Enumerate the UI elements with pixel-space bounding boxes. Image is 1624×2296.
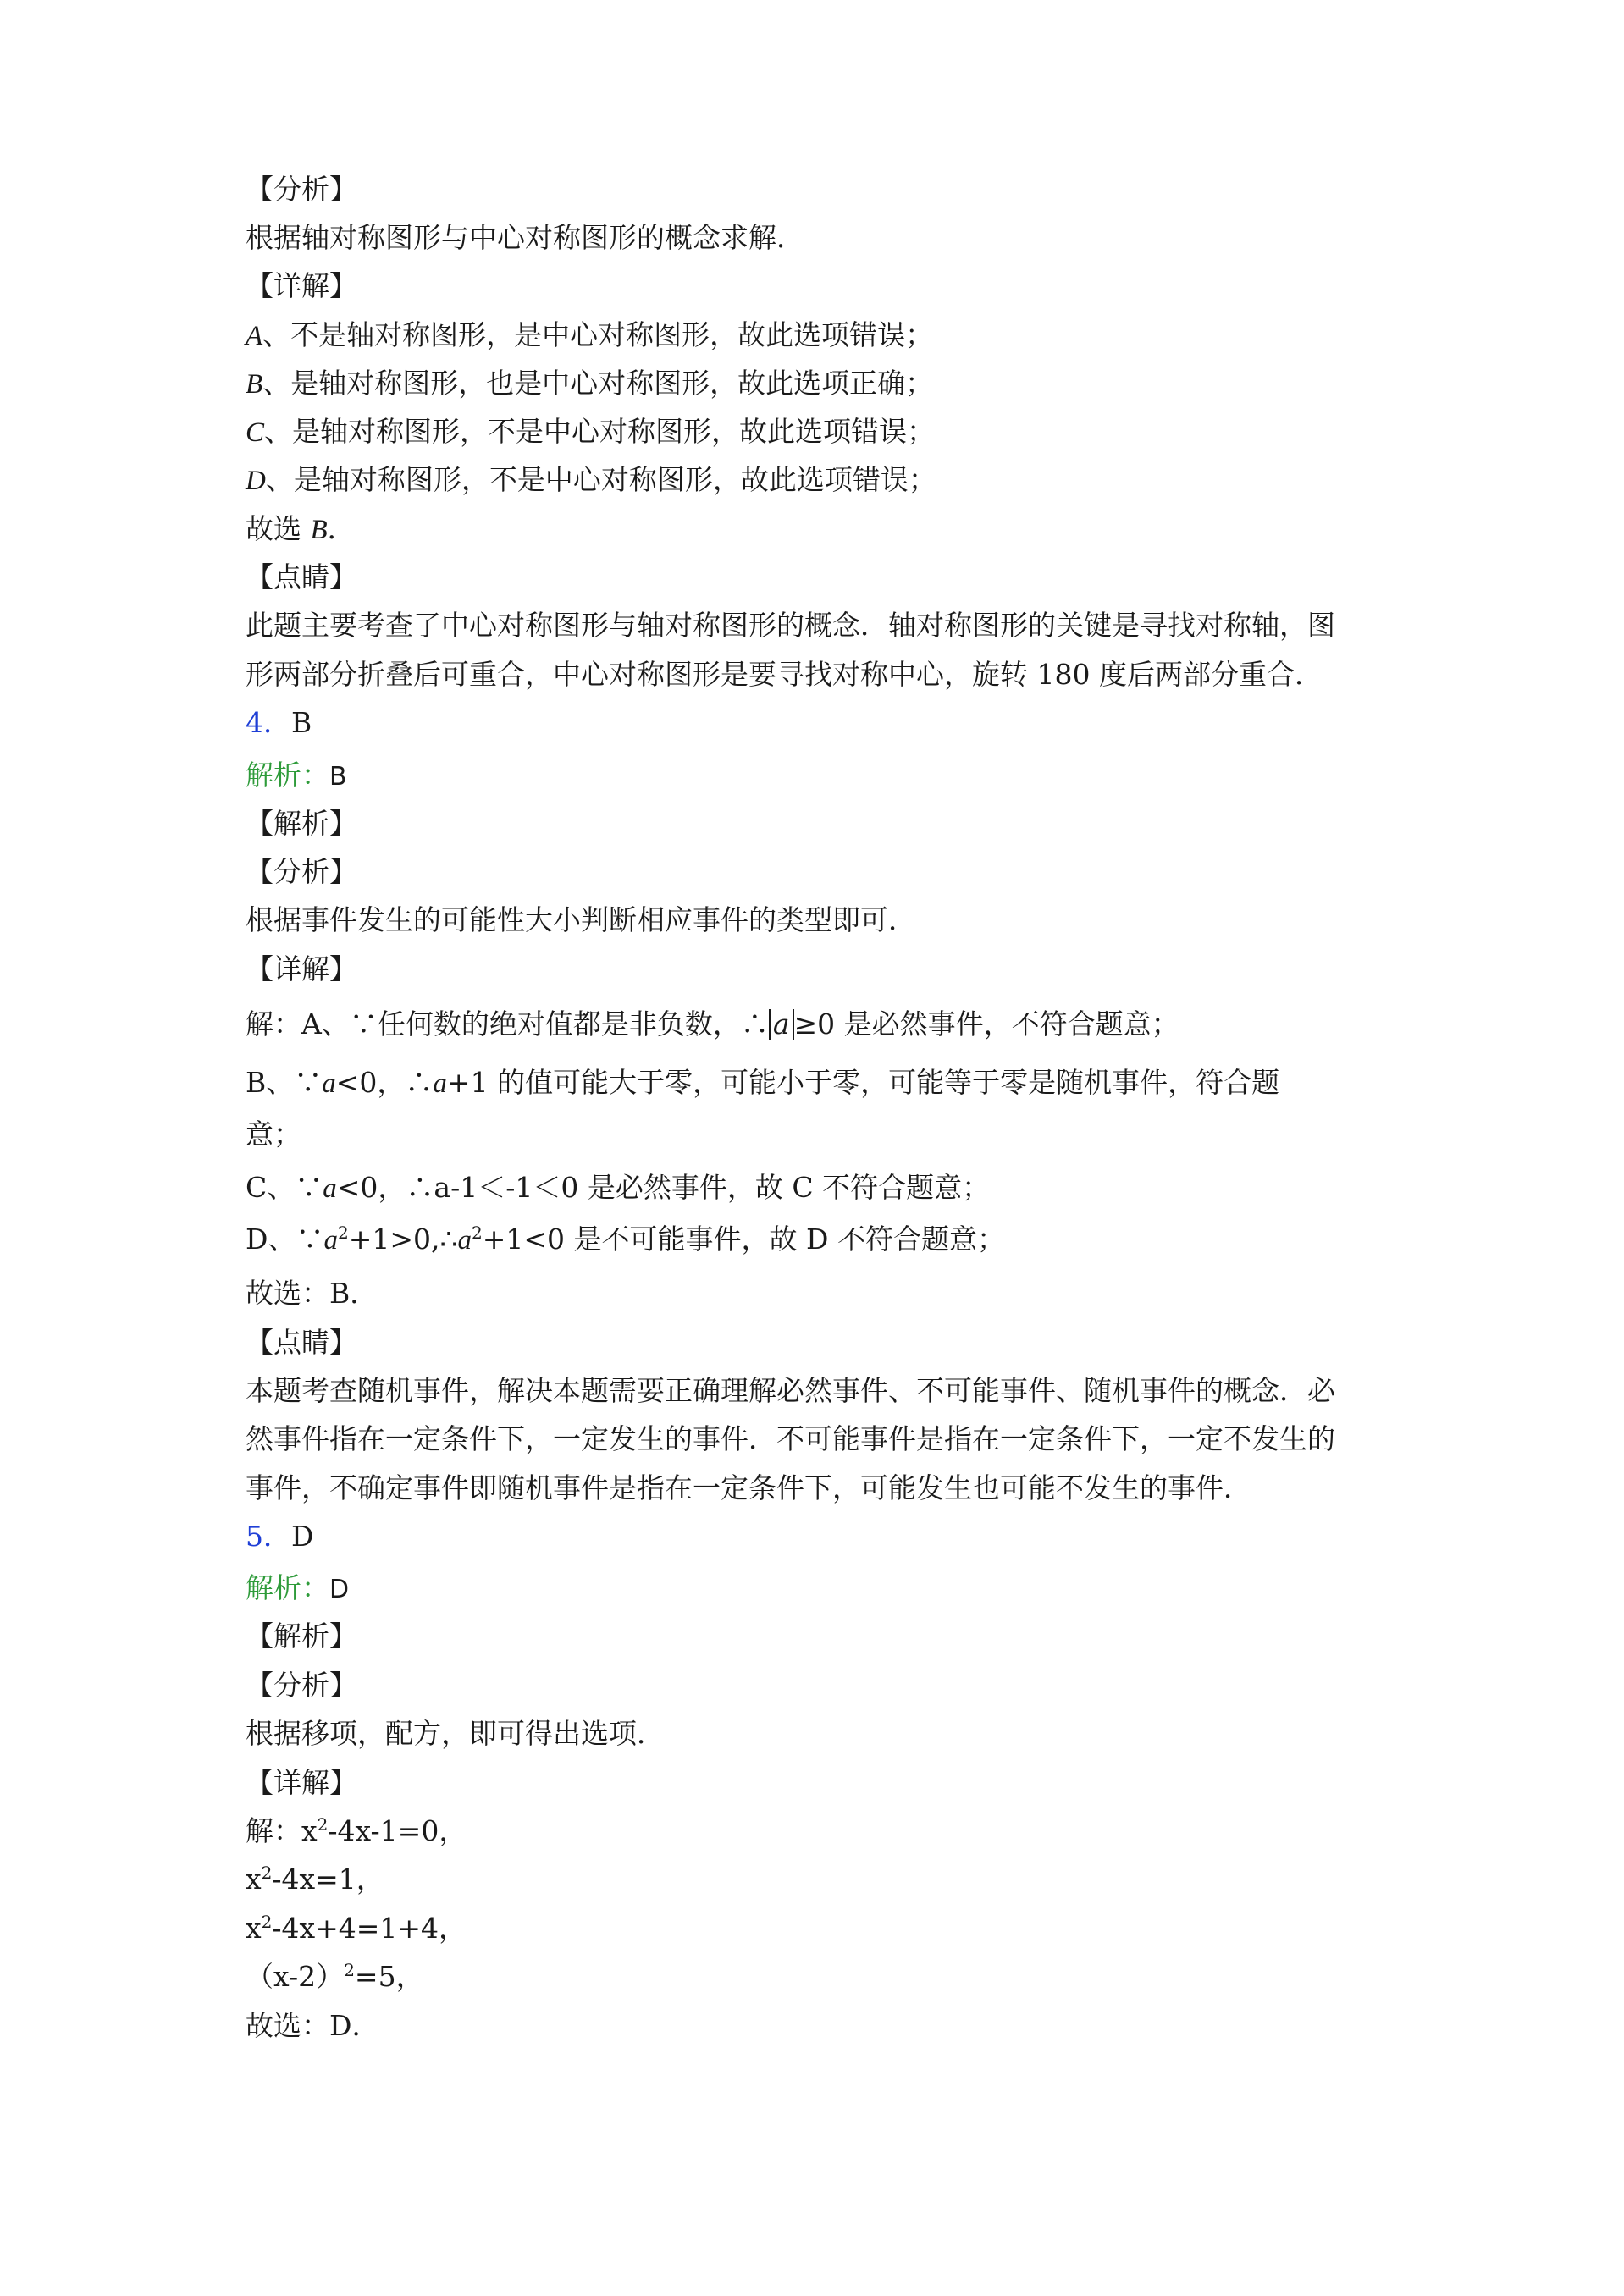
- math-exponent: 2: [261, 1912, 273, 1932]
- comment-text: 本题考查随机事件，解决本题需要正确理解必然事件、不可能事件、随机事件的概念．必: [246, 1374, 1335, 1407]
- comment-text: 此题主要考查了中心对称图形与轴对称图形的概念．轴对称图形的关键是寻找对称轴，图: [246, 609, 1335, 642]
- answer-line: 故选：D．: [246, 2009, 380, 2042]
- detail-d-line: [246, 1221, 1005, 1258]
- detail-text: ，∴a-1＜-1＜0 是必然事件，故 C 不符合题意；: [378, 1171, 991, 1204]
- step-text: （x-2）: [246, 1960, 345, 1993]
- option-letter: C: [246, 417, 265, 448]
- math-relation: +1: [446, 1066, 489, 1099]
- comment-text: 然事件指在一定条件下，一定发生的事件．不可能事件是指在一定条件下，一定不发生的: [246, 1422, 1335, 1455]
- step-text: -4x-1=0，: [328, 1814, 467, 1847]
- answer-line: [246, 511, 356, 548]
- math-relation: <0: [336, 1171, 378, 1204]
- step-line: [246, 1861, 384, 1898]
- answer-prefix: 故选: [246, 512, 311, 545]
- option-c-line: [246, 413, 935, 450]
- question-4-header: [246, 704, 312, 742]
- step-line: [246, 1958, 424, 1995]
- step-line: [246, 1813, 467, 1850]
- detail-text: 解：A、∵任何数的绝对值都是非负数，∴: [246, 1007, 769, 1040]
- analysis-text: 根据移项，配方，即可得出选项．: [246, 1717, 665, 1750]
- heading-analysis: 【分析】: [246, 173, 357, 206]
- absolute-value: a: [769, 1009, 794, 1040]
- step-text: 解：x: [246, 1814, 318, 1847]
- detail-text: 是必然事件，不符合题意；: [835, 1007, 1179, 1040]
- detail-b-continued: 意；: [246, 1118, 301, 1151]
- question-5-header: [246, 1518, 313, 1555]
- detail-text: C、∵: [246, 1171, 323, 1204]
- analysis-text: 根据事件发生的可能性大小判断相应事件的类型即可．: [246, 903, 916, 936]
- detail-text: D、∵: [246, 1223, 324, 1256]
- step-text: x: [246, 1863, 262, 1896]
- heading-detail: 【详解】: [246, 952, 357, 985]
- answer-suffix: ．: [327, 512, 356, 545]
- math-var: a: [433, 1068, 447, 1099]
- detail-text: B、∵: [246, 1066, 323, 1099]
- comment-text: 形两部分折叠后可重合，中心对称图形是要寻找对称中心，旋转 180 度后两部分重合．: [246, 658, 1323, 691]
- heading-solution: 【解析】: [246, 1620, 357, 1653]
- answer-line: 故选：B．: [246, 1277, 378, 1310]
- option-letter: D: [246, 466, 266, 496]
- heading-analysis: 【分析】: [246, 1669, 357, 1702]
- math-var: a: [457, 1225, 472, 1256]
- detail-a-line: [246, 1006, 1179, 1043]
- answer-letter: B: [310, 515, 328, 545]
- note-label: 解析：: [246, 759, 329, 792]
- math-var: a: [323, 1173, 337, 1204]
- math-exponent: 2: [261, 1863, 273, 1883]
- question-number: 5．: [246, 1520, 291, 1553]
- heading-comment: 【点睛】: [246, 1326, 357, 1359]
- step-text: -4x+4=1+4，: [272, 1912, 467, 1945]
- option-text: 、是轴对称图形，不是中心对称图形，故此选项错误；: [264, 415, 936, 448]
- step-text: =5，: [354, 1960, 424, 1993]
- detail-b-line: [246, 1064, 1279, 1101]
- option-b-line: [246, 365, 933, 402]
- math-exponent: 2: [471, 1223, 483, 1243]
- math-relation: +1>0,∴: [348, 1223, 458, 1256]
- option-letter: B: [246, 369, 263, 400]
- analysis-text: 根据轴对称图形与中心对称图形的概念求解．: [246, 221, 804, 254]
- math-var: a: [322, 1068, 336, 1099]
- heading-detail: 【详解】: [246, 269, 357, 302]
- math-relation: <0，∴: [335, 1066, 434, 1099]
- step-text: -4x=1，: [272, 1863, 384, 1896]
- option-text: 、是轴对称图形，也是中心对称图形，故此选项正确；: [262, 367, 934, 400]
- option-text: 、不是轴对称图形，是中心对称图形，故此选项错误；: [262, 318, 934, 351]
- note-label: 解析：: [246, 1571, 329, 1604]
- question-number: 4．: [246, 706, 291, 739]
- option-text: 、是轴对称图形，不是中心对称图形，故此选项错误；: [265, 463, 936, 496]
- math-exponent: 2: [317, 1814, 329, 1835]
- heading-detail: 【详解】: [246, 1766, 357, 1799]
- question-answer: B: [291, 706, 312, 739]
- question-answer: D: [291, 1520, 314, 1553]
- math-exponent: 2: [337, 1223, 349, 1243]
- math-relation: ≥0: [793, 1007, 836, 1040]
- step-text: x: [246, 1912, 262, 1945]
- heading-comment: 【点睛】: [246, 560, 357, 593]
- math-var: a: [323, 1225, 338, 1256]
- note-value: B: [329, 762, 347, 792]
- math-relation: +1<0: [482, 1223, 566, 1256]
- comment-text: 事件，不确定事件即随机事件是指在一定条件下，可能发生也可能不发生的事件．: [246, 1471, 1251, 1504]
- option-letter: A: [246, 321, 263, 351]
- note-line: [246, 757, 347, 794]
- detail-text: 的值可能大于零，可能小于零，可能等于零是随机事件，符合题: [488, 1066, 1280, 1099]
- option-a-line: [246, 317, 933, 354]
- detail-c-line: [246, 1169, 990, 1206]
- step-line: [246, 1910, 467, 1947]
- heading-solution: 【解析】: [246, 807, 357, 840]
- math-exponent: 2: [344, 1960, 355, 1980]
- note-value: D: [329, 1575, 350, 1604]
- option-d-line: [246, 461, 936, 499]
- detail-text: 是不可能事件，故 D 不符合题意；: [565, 1223, 1005, 1256]
- heading-analysis: 【分析】: [246, 855, 357, 888]
- note-line: [246, 1570, 349, 1607]
